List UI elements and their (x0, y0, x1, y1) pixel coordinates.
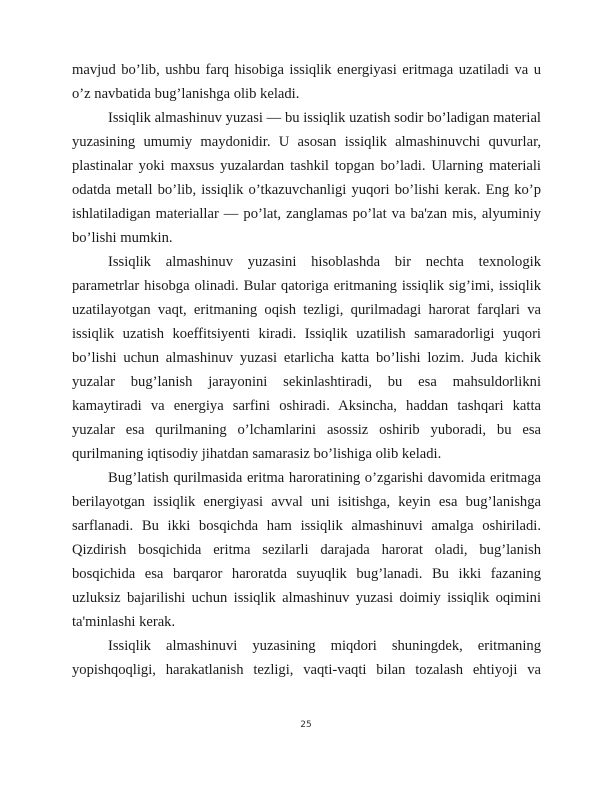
document-body (72, 58, 541, 682)
paragraph-5: Issiqlik almashinuvi yuzasining miqdori shuningdek, eritmaning yopishqoqligi, harakatlanish tezligi, vaqti-vaqti bilan tozalash ehtiyoji va (72, 638, 541, 678)
paragraph-2: Issiqlik almashinuv yuzasi — bu issiqlik uzatish sodir bo’ladigan material yuzasining umumiy maydonidir. U asosan issiqlik almashinuvchi quvurlar, plastinalar yoki maxsus yuzalardan tashkil topgan bo’ladi. Ularning materiali odatda metall bo’lib, issiqlik o’tkazuvchanligi yuqori bo’lishi kerak. Eng ko’p ishlatiladigan materiallar — po’lat, zanglamas po’lat va ba'zan mis, alyuminiy bo’lishi mumkin. (72, 110, 541, 246)
paragraph-4: Bug’latish qurilmasida eritma haroratining o’zgarishi davomida eritmaga berilayotgan issiqlik energiyasi avval uni isitishga, keyin esa bug’lanishga sarflanadi. Bu ikki bosqichda ham issiqlik almashinuvi amalga oshiriladi. Qizdirish bosqichida eritma sezilarli darajada harorat oladi, bug’lanish bosqichida esa barqaror haroratda suyuqlik bug’lanadi. Bu ikki fazaning uzluksiz bajarilishi uchun issiqlik almashinuv yuzasi doimiy issiqlik oqimini ta'minlashi kerak. (72, 470, 541, 630)
paragraph-3: Issiqlik almashinuv yuzasini hisoblashda bir nechta texnologik parametrlar hisobga olinadi. Bular qatoriga eritmaning issiqlik sig’imi, issiqlik uzatilayotgan vaqt, eritmaning oqish tezligi, qurilmadagi harorat farqlari va issiqlik uzatish koeffitsiyenti kiradi. Issiqlik uzatilish samaradorligi yuqori bo’lishi uchun almashinuv yuzasi etarlicha katta bo’lishi lozim. Juda kichik yuzalar bug’lanish jarayonini sekinlashtiradi, bu esa mahsuldorlikni kamaytiradi va energiya sarfini oshiradi. Aksincha, haddan tashqari katta yuzalar esa qurilmaning o’lchamlarini asossiz oshirib yuboradi, bu esa qurilmaning iqtisodiy jihatdan samarasiz bo’lishiga olib keladi. (72, 254, 541, 462)
page-number: 25 (300, 720, 312, 730)
paragraph-1: mavjud bo’lib, ushbu farq hisobiga issiqlik energiyasi eritmaga uzatiladi va u o’z navbatida bug’lanishga olib keladi. (72, 62, 541, 102)
